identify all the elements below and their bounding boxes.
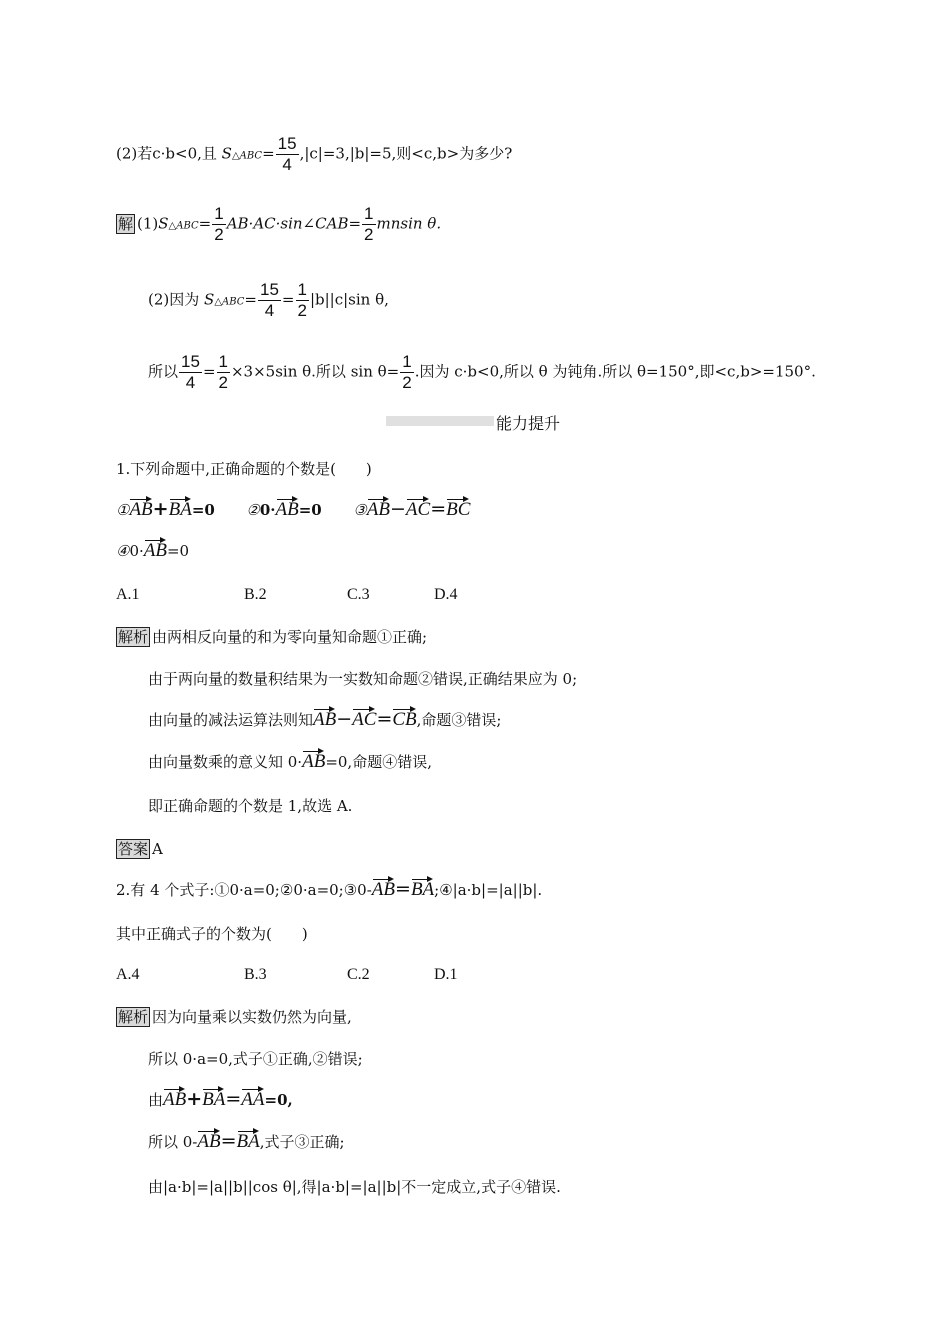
vector-BA: BA [411, 876, 434, 900]
section-divider [386, 416, 494, 426]
vector-AB: AB [129, 496, 152, 520]
q1-analysis-4: 由向量数乘的意义知 0·AB=0,命题④错误, [148, 748, 432, 776]
q1-option-a: A.1 [116, 586, 140, 603]
vector-AB: AB [302, 748, 325, 772]
fraction: $\frac{15}{4}$ [181, 352, 200, 392]
vector-BA: BA [237, 1128, 260, 1152]
vector-CB: CB [392, 706, 416, 730]
vector-AB: AB [163, 1086, 186, 1110]
fraction: $\frac{1}{2}$ [214, 204, 224, 244]
area-symbol: S [221, 144, 232, 163]
q2-option-d: D.1 [434, 966, 458, 983]
solution-tag: 解 [118, 214, 134, 233]
fraction: $\frac{1}{2}$ [402, 352, 412, 392]
q1-option-b: B.2 [244, 586, 267, 603]
analysis-tag: 解析 [118, 1008, 149, 1026]
answer-value: A [152, 840, 163, 858]
q2-stem: 2.有 4 个式子:①0·a=0;②0·a=0;③0-AB=BA;④|a·b|=|a||b|. [116, 878, 543, 900]
vector-AC: AC [352, 706, 376, 730]
vector-AC: AC [406, 496, 430, 520]
q1-option-c: C.3 [347, 586, 370, 603]
vector-AB: AB [367, 496, 390, 520]
q1-option-d: D.4 [434, 586, 458, 603]
vector-AB: AB [372, 876, 395, 900]
vector-AB: AB [313, 706, 336, 730]
answer-tag: 答案 [118, 840, 149, 858]
problem-part2: (2)若c·b<0,且 S△ABC= $\frac{15}{4}$ ,|c|=3,|b|=5,则<c,b>为多少? [116, 134, 513, 174]
q1-analysis-2: 由于两向量的数量积结果为一实数知命题②错误,正确结果应为 0; [148, 670, 578, 688]
fraction: $\frac{1}{2}$ [297, 280, 307, 320]
vector-AA: AA [241, 1086, 264, 1110]
q2-analysis-2: 所以 0·a=0,式子①正确,②错误; [148, 1050, 363, 1068]
q2-analysis-4: 所以 0-AB=BA,式子③正确; [148, 1130, 345, 1152]
q2-analysis-3: 由AB+BA=AA=0, [148, 1088, 293, 1110]
fraction: $\frac{1}{2}$ [218, 352, 228, 392]
fraction: $\frac{1}{2}$ [364, 204, 374, 244]
vector-BA: BA [202, 1086, 225, 1110]
q1-item-4: ④0·AB=0 [116, 537, 189, 565]
vector-AB: AB [197, 1128, 220, 1152]
fraction: $\frac{15}{4}$ [277, 134, 297, 174]
q2-stem-2: 其中正确式子的个数为( ) [116, 925, 308, 943]
fraction: $\frac{15}{4}$ [260, 280, 279, 320]
q1-analysis-5: 即正确命题的个数是 1,故选 A. [148, 797, 353, 815]
q2-option-b: B.3 [244, 966, 267, 983]
vector-AB: AB [144, 537, 167, 561]
vector-BA: BA [169, 496, 192, 520]
solution-line-1: 解 (1)S△ABC= $\frac{1}{2}$ AB·AC·sin∠CAB= $\frac{1}{2}$ mnsin θ. [118, 204, 442, 244]
vector-BC: BC [446, 496, 470, 520]
solution-line-2: (2)因为 S△ABC= $\frac{15}{4}$ = $\frac{1}{2}$ |b||c|sin θ, [148, 280, 389, 320]
q2-analysis-1: 解析 因为向量乘以实数仍然为向量, [118, 1008, 352, 1026]
q2-analysis-5: 由|a·b|=|a||b||cos θ|,得|a·b|=|a||b|不一定成立,式子④错误. [148, 1178, 561, 1196]
solution-line-3: 所以 $\frac{15}{4}$ = $\frac{1}{2}$ ×3×5sin θ.所以 sin θ= $\frac{1}{2}$ .因为 c·b<0,所以 θ 为钝角.所以 θ=150°,即<c,b>=150°. [148, 352, 816, 392]
analysis-tag: 解析 [118, 628, 149, 646]
q2-option-a: A.4 [116, 966, 140, 983]
q1-analysis-1: 解析 由两相反向量的和为零向量知命题①正确; [118, 628, 428, 646]
q1-items-row: ①AB+BA=0 ②0·AB=0 ③AB−AC=BC [116, 498, 471, 520]
section-title: 能力提升 [496, 414, 561, 433]
q1-answer [116, 839, 163, 859]
vector-AB: AB [276, 496, 299, 520]
problem-condition: c·b<0,且 [152, 144, 222, 163]
q2-option-c: C.2 [347, 966, 370, 983]
q1-analysis-3: 由向量的减法运算法则知AB−AC=CB,命题③错误; [148, 708, 502, 730]
q1-stem: 1.下列命题中,正确命题的个数是( ) [116, 460, 372, 478]
